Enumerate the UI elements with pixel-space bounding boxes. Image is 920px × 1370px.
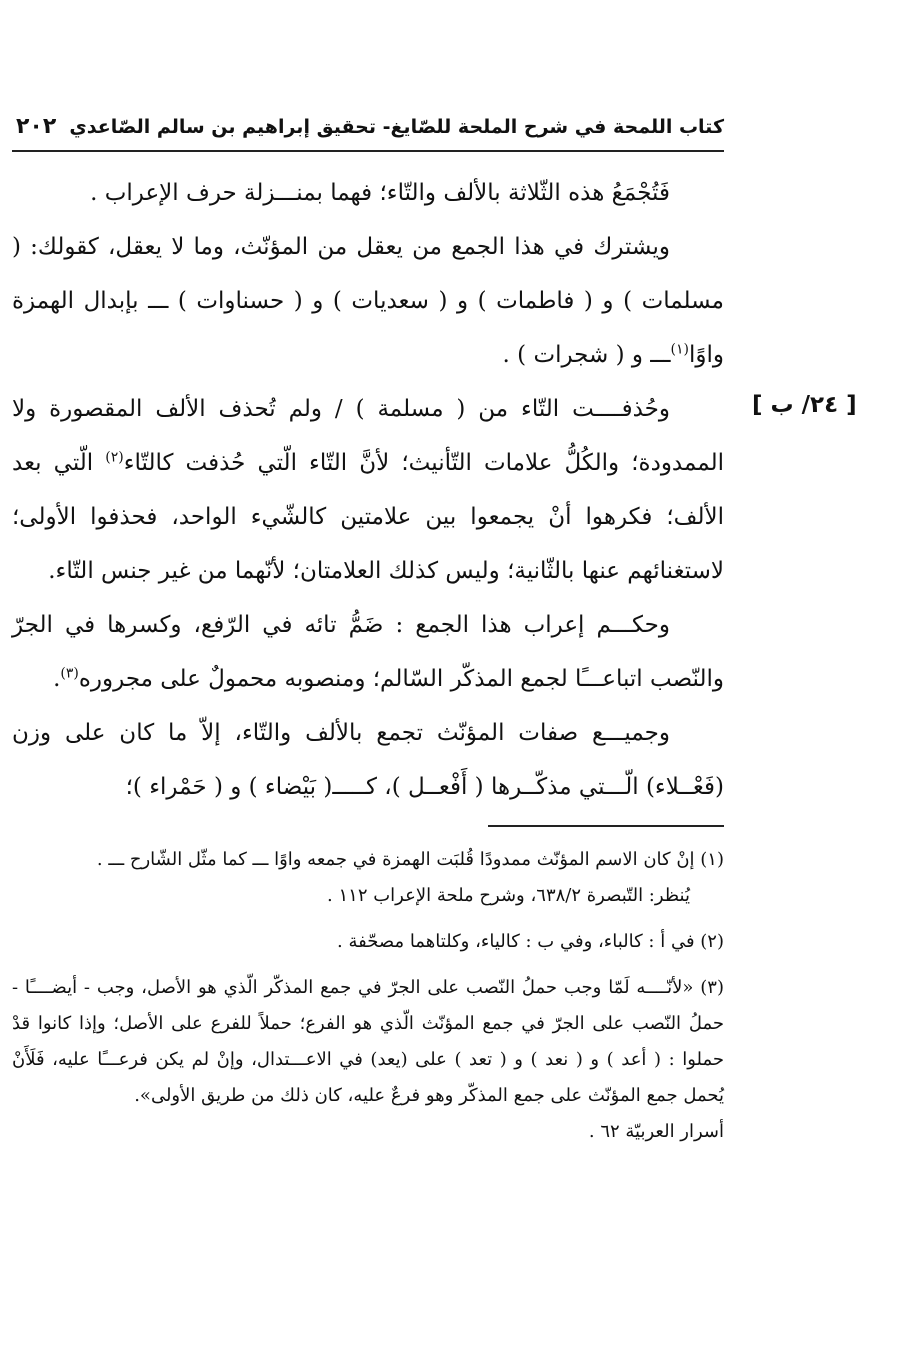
paragraph-1: فَتُجْمَعُ هذه الثّلاثة بالألف والتّاء؛ فهما بمنـــزلة حرف الإعراب . <box>90 180 670 206</box>
footnote-1-reference: يُنظر: التّبصرة ٦٣٨/٢، وشرح ملحة الإعراب ١١٢ . <box>327 885 690 906</box>
paragraph-4-text-a: وحكـــم إعراب هذا الجمع : ضَمُّ تائه في الرّفع، وكسرها في الجرّ والنّصب اتباعـــًا لجمع المذكّر السّالم؛ ومنصوبه محمولٌ على مجروره <box>12 612 724 692</box>
header-title: كتاب اللمحة في شرح الملحة للصّايغ- تحقيق إبراهيم بن سالم الصّاعدي <box>69 116 724 138</box>
paragraph-4 <box>12 598 724 706</box>
paragraph-3-text-b: الّتي بعد الألف؛ فكرهوا أنْ يجمعوا بين علامتين كالشّيء الواحد، فحذفوا الأولى؛ لاستغنائهم عنها بالثّانية؛ وليس كذلك العلامتان؛ لأنّهما من غير جنس التّاء. <box>12 450 724 584</box>
footnote-3: (٣) «لأنّــــه لَمّا وجب حملُ النّصب على الجرّ في جمع المذكّر الّذي هو الأصل، وجب - أيضــــًا - حملُ النّصب على الجرّ في جمع المؤنّث الّذي هو الفرع؛ حملاً للفرع على الأصل؛ وإذا كانوا قدْ حملوا : ( أعد ) و ( نعد ) و ( تعد ) على (يعد) في الاعـــتدال، وإنْ لم يكن فرعـــًا عليه، فَلَأَنْ يُحمل جمع المؤنّث على جمع المذكّر وهو فرعٌ عليه، كان ذلك من طريق الأولى». <box>12 977 724 1106</box>
footnotes <box>12 842 724 1150</box>
paragraph-3 <box>12 382 724 598</box>
paragraph-2 <box>12 220 724 382</box>
footnote-marker-1[interactable]: (١) <box>670 341 689 358</box>
header-rule <box>12 150 724 152</box>
footnote-2: (٢) في أ : كالباء، وفي ب : كالياء، وكلتاهما مصحّفة . <box>337 931 724 952</box>
footnote-3-source: أسرار العربيّة ٦٢ . <box>588 1121 724 1142</box>
paragraph-3-text-a: وحُذفــــت التّاء من ( مسلمة ) / ولم تُحذف الألف المقصورة ولا الممدودة؛ والكُلُّ علامات التّأنيث؛ لأنَّ التّاء الّتي حُذفت كالتّاء <box>12 396 724 476</box>
main-text <box>12 166 724 814</box>
paragraph-4-text-b: . <box>53 666 61 692</box>
running-header <box>12 112 724 148</box>
footnote-1: (١) إنْ كان الاسم المؤنّث ممدودًا قُلبَت الهمزة في جمعه واوًا ـــ كما مثّل الشّارح ـــ . <box>96 849 724 870</box>
paragraph-2-text-b: ـــ و ( شجرات ) . <box>502 342 671 368</box>
page-number: ٢٠٢ <box>16 114 57 139</box>
footnote-separator <box>488 825 724 827</box>
footnote-marker-2[interactable]: (٢) <box>105 449 124 466</box>
paragraph-5: وجميـــع صفات المؤنّث تجمع بالألف والتّاء، إلاّ ما كان على وزن (فَعْــلاء) الّـــتي مذكّــرها ( أَفْعــل )، كـــــ( بَيْضاء ) و ( حَمْراء )؛ <box>12 720 724 800</box>
paragraph-2-text-a: ويشترك في هذا الجمع من يعقل من المؤنّث، وما لا يعقل، كقولك: ( مسلمات ) و ( فاطمات ) و ( سعديات ) و ( حسناوات ) ـــ بإبدال الهمزة واوًا <box>12 234 724 368</box>
manuscript-folio-reference: [ ٢٤/ ب ] <box>752 392 857 418</box>
footnote-marker-3[interactable]: (٣) <box>60 665 79 682</box>
